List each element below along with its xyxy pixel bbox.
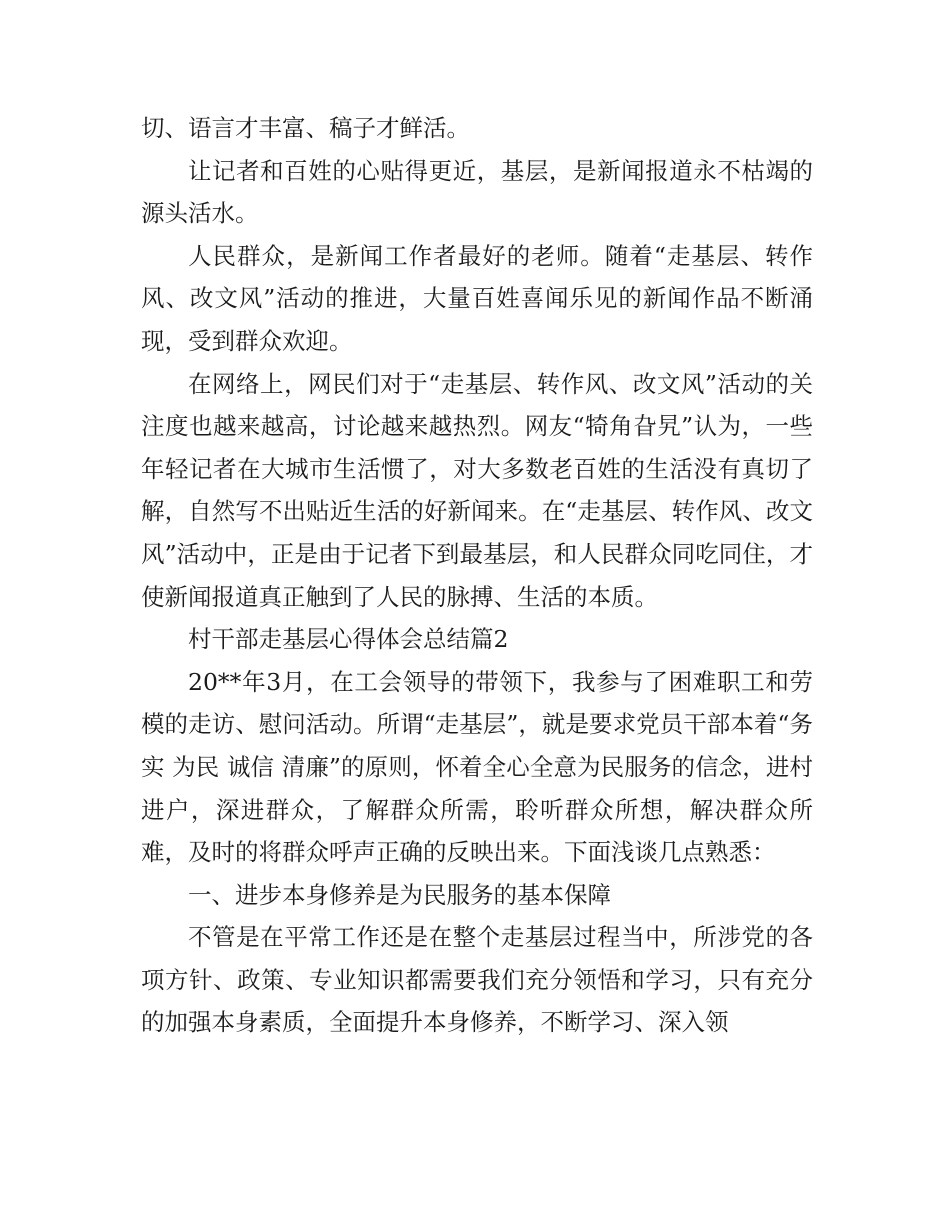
paragraph: 20**年3月，在工会领导的带领下，我参与了困难职工和劳模的走访、慰问活动。所谓“走基层”，就是要求党员干部本着“务实 为民 诚信 清廉”的原则，怀着全心全意为民服务的信念，进村进户，深进群众，了解群众所需，聆听群众所想，解决群众所难，及时的将群众呼声正确的反映出来。下面浅谈几点熟悉： [141, 667, 813, 867]
document-body [141, 107, 813, 1044]
paragraph: 让记者和百姓的心贴得更近，基层，是新闻报道永不枯竭的源头活水。 [141, 156, 813, 228]
paragraph: 切、语言才丰富、稿子才鲜活。 [141, 114, 470, 142]
paragraph: 不管是在平常工作还是在整个走基层过程当中，所涉党的各项方针、政策、专业知识都需要我们充分领悟和学习，只有充分的加强本身素质，全面提升本身修养，不断学习、深入领 [141, 923, 813, 1037]
section-heading: 村干部走基层心得体会总结篇2 [188, 625, 509, 654]
paragraph: 人民群众，是新闻工作者最好的老师。随着“走基层、转作风、改文风”活动的推进，大量百姓喜闻乐见的新闻作品不断涌现，受到群众欢迎。 [141, 241, 813, 355]
subsection-heading: 一、进步本身修养是为民服务的基本保障 [188, 880, 611, 909]
paragraph: 在网络上，网民们对于“走基层、转作风、改文风”活动的关注度也越来越高，讨论越来越热烈。网友“犄角旮旯”认为，一些年轻记者在大城市生活惯了，对大多数老百姓的生活没有真切了解，自然写不出贴近生活的好新闻来。在“走基层、转作风、改文风”活动中，正是由于记者下到最基层，和人民群众同吃同住，才使新闻报道真正触到了人民的脉搏、生活的本质。 [141, 369, 813, 611]
